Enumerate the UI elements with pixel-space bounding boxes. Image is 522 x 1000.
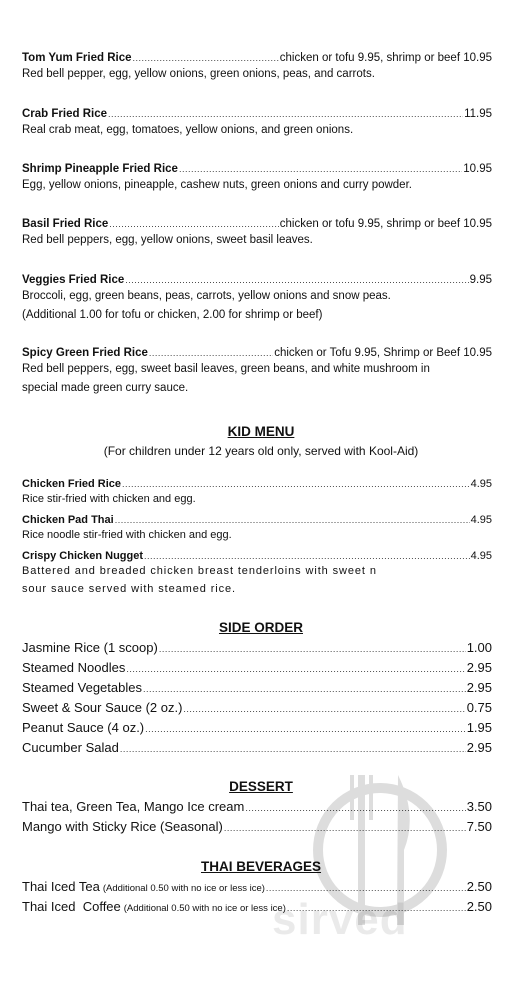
item-price: 1.95 [466, 720, 492, 735]
leader-dots [108, 109, 463, 119]
kid-menu-note: (For children under 12 years old only, served with Kool-Aid) [103, 444, 419, 458]
item-price: chicken or tofu 9.95, shrimp or beef 10.95 [279, 218, 492, 230]
item-price: 1.00 [466, 640, 492, 655]
menu-item [22, 347, 492, 398]
leader-dots [120, 744, 466, 754]
leader-dots [145, 724, 466, 734]
item-name: Shrimp Pineapple Fried Rice [22, 163, 178, 175]
list-item [22, 740, 492, 760]
item-name: Steamed Vegetables [22, 680, 142, 695]
item-name: Spicy Green Fried Rice [22, 347, 148, 359]
leader-dots [224, 823, 466, 833]
item-price: chicken or Tofu 9.95, Shrimp or Beef 10.95 [274, 347, 492, 359]
item-name: Tom Yum Fried Rice [22, 52, 132, 64]
list-item [22, 680, 492, 700]
leader-dots [144, 551, 470, 561]
item-name: Cucumber Salad [22, 740, 119, 755]
leader-dots [133, 53, 279, 63]
dessert-list [22, 799, 492, 839]
item-price: 2.95 [466, 660, 492, 675]
item-note: (Additional 0.50 with no ice or less ice) [102, 883, 265, 894]
item-price: 4.95 [470, 478, 492, 490]
menu-item [22, 274, 492, 325]
item-price: 9.95 [469, 274, 492, 286]
list-item [22, 720, 492, 740]
menu-item [22, 514, 492, 544]
leader-dots [115, 515, 470, 525]
leader-dots [159, 644, 466, 654]
item-description: Real crab meat, egg, tomatoes, yellow onions, and green onions. [22, 124, 354, 136]
item-note: (Additional 0.50 with no ice or less ice) [123, 903, 286, 914]
menu-item [22, 108, 492, 140]
section-heading-dessert: DESSERT [229, 779, 293, 794]
item-price: 7.50 [466, 819, 492, 834]
item-price: 0.75 [466, 700, 492, 715]
item-name: Sweet & Sour Sauce (2 oz.) [22, 700, 183, 715]
section-heading-side-order: SIDE ORDER [218, 620, 303, 635]
item-description: Red bell peppers, egg, sweet basil leaves, green beans, and white mushroom in [22, 363, 430, 375]
section-heading-kid-menu: KID MENU [227, 424, 295, 439]
leader-dots [122, 479, 470, 489]
leader-dots [109, 219, 278, 229]
item-name: Crab Fried Rice [22, 108, 107, 120]
leader-dots [126, 664, 465, 674]
menu-item [22, 478, 492, 508]
list-item [22, 899, 492, 919]
item-description: Rice stir-fried with chicken and egg. [22, 493, 196, 505]
item-description: Red bell pepper, egg, yellow onions, green onions, peas, and carrots. [22, 68, 375, 80]
item-description: special made green curry sauce. [22, 382, 189, 394]
item-note: (Additional 1.00 for tofu or chicken, 2.00 for shrimp or beef) [22, 309, 323, 321]
menu-item [22, 163, 492, 195]
item-price: 4.95 [470, 514, 492, 526]
leader-dots [179, 164, 462, 174]
item-price: 2.50 [466, 899, 492, 914]
list-item [22, 700, 492, 720]
watermark-text: sirved [272, 895, 408, 944]
item-name: Thai Iced Coffee [22, 899, 121, 914]
list-item [22, 799, 492, 819]
item-description: Red bell peppers, egg, yellow onions, sweet basil leaves. [22, 234, 313, 246]
leader-dots [183, 704, 465, 714]
item-name: Chicken Pad Thai [22, 514, 114, 526]
list-item [22, 819, 492, 839]
item-price: 11.95 [464, 108, 492, 120]
menu-item [22, 52, 492, 84]
item-name: Crispy Chicken Nugget [22, 550, 144, 562]
item-name: Thai Iced Tea [22, 879, 100, 894]
item-price: 2.95 [466, 740, 492, 755]
leader-dots [266, 883, 466, 893]
menu-item [22, 218, 492, 250]
item-price: 2.50 [466, 879, 492, 894]
leader-dots [149, 348, 273, 358]
list-item [22, 640, 492, 660]
item-name: Veggies Fried Rice [22, 274, 125, 286]
section-heading-thai-beverages: THAI BEVERAGES [200, 859, 322, 874]
item-description: Rice noodle stir-fried with chicken and egg. [22, 529, 232, 541]
item-name: Basil Fried Rice [22, 218, 109, 230]
item-name: Peanut Sauce (4 oz.) [22, 720, 145, 735]
side-order-list [22, 640, 492, 760]
item-price: 4.95 [470, 550, 492, 562]
item-description: Broccoli, egg, green beans, peas, carrots, yellow onions and snow peas. [22, 290, 391, 302]
item-description: Egg, yellow onions, pineapple, cashew nuts, green onions and curry powder. [22, 179, 412, 191]
item-name: Jasmine Rice (1 scoop) [22, 640, 158, 655]
item-price: 10.95 [463, 163, 492, 175]
leader-dots [245, 803, 465, 813]
item-price: 3.50 [466, 799, 492, 814]
beverage-list [22, 879, 492, 919]
item-price: 2.95 [466, 680, 492, 695]
item-name: Chicken Fried Rice [22, 478, 122, 490]
item-name: Mango with Sticky Rice (Seasonal) [22, 819, 223, 834]
leader-dots [143, 684, 466, 694]
list-item [22, 879, 492, 899]
leader-dots [125, 275, 468, 285]
item-description: Battered and breaded chicken breast tenderloins with sweet n [22, 565, 377, 577]
menu-item [22, 550, 492, 598]
item-description: sour sauce served with steamed rice. [22, 583, 236, 595]
list-item [22, 660, 492, 680]
item-name: Steamed Noodles [22, 660, 126, 675]
item-price: chicken or tofu 9.95, shrimp or beef 10.95 [279, 52, 492, 64]
item-name: Thai tea, Green Tea, Mango Ice cream [22, 799, 245, 814]
